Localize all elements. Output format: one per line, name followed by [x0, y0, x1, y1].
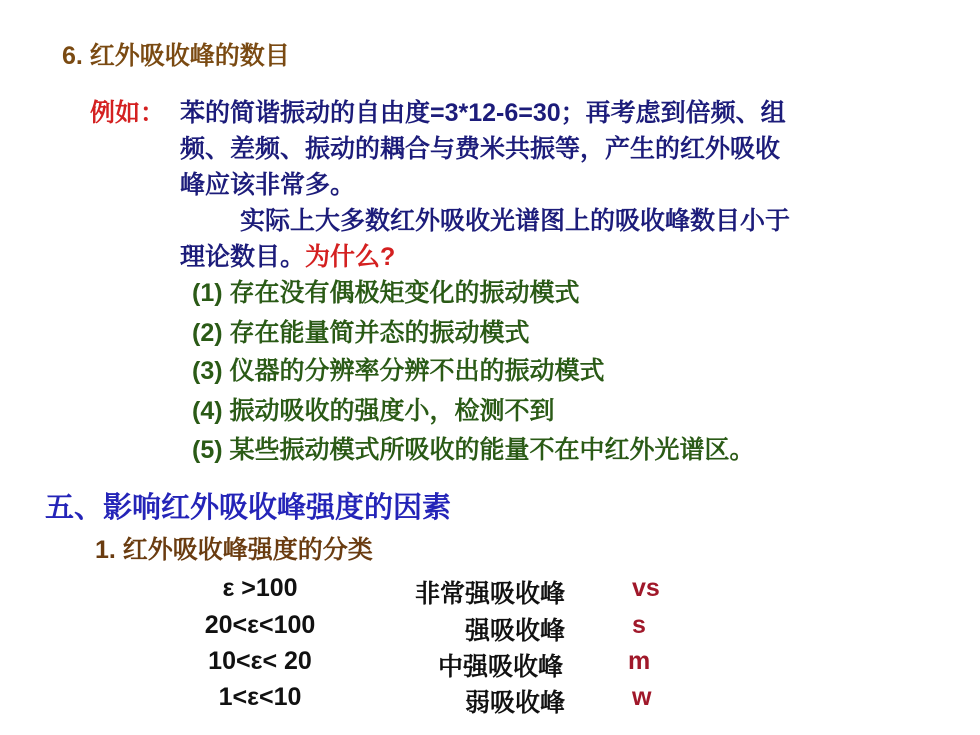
intensity-description: 非常强吸收峰: [414, 580, 565, 608]
epsilon-range: ε >100: [222, 574, 298, 602]
intensity-description: 强吸收峰: [464, 617, 565, 645]
reason-item-3: (3) 仪器的分辨率分辨不出的振动模式: [192, 357, 605, 385]
intensity-code: vs: [632, 574, 660, 602]
example-line-4: 实际上大多数红外吸收光谱图上的吸收峰数目小于: [240, 207, 791, 235]
intensity-code: s: [632, 611, 646, 639]
epsilon-range: 20<ε<100: [204, 611, 316, 639]
intensity-description: 弱吸收峰: [464, 689, 565, 717]
why-question: 为什么?: [305, 243, 396, 271]
reason-item-5: (5) 某些振动模式所吸收的能量不在中红外光谱区。: [192, 436, 755, 464]
reason-item-1: (1) 存在没有偶极矩变化的振动模式: [192, 279, 580, 307]
reason-item-4: (4) 振动吸收的强度小，检测不到: [192, 397, 555, 425]
intensity-description: 中强吸收峰: [437, 653, 563, 681]
example-line-5: [180, 237, 395, 273]
section-6-title: 6. 红外吸收峰的数目: [62, 42, 290, 70]
epsilon-range: 10<ε< 20: [208, 647, 312, 675]
example-label: 例如：: [90, 99, 166, 127]
example-line-5-text: 理论数目。: [180, 243, 306, 271]
reason-item-2: (2) 存在能量简并态的振动模式: [192, 319, 530, 347]
example-line-3: 峰应该非常多。: [180, 171, 356, 199]
intensity-code: m: [628, 647, 651, 675]
section-5-title: 五、影响红外吸收峰强度的因素: [45, 492, 452, 524]
epsilon-range: 1<ε<10: [218, 683, 302, 711]
subsection-1-title: 1. 红外吸收峰强度的分类: [95, 536, 373, 564]
example-line-2: 频、差频、振动的耦合与费米共振等，产生的红外吸收: [180, 135, 781, 163]
intensity-code: w: [632, 683, 652, 711]
example-line-1: 苯的简谐振动的自由度=3*12-6=30；再考虑到倍频、组: [180, 99, 786, 127]
